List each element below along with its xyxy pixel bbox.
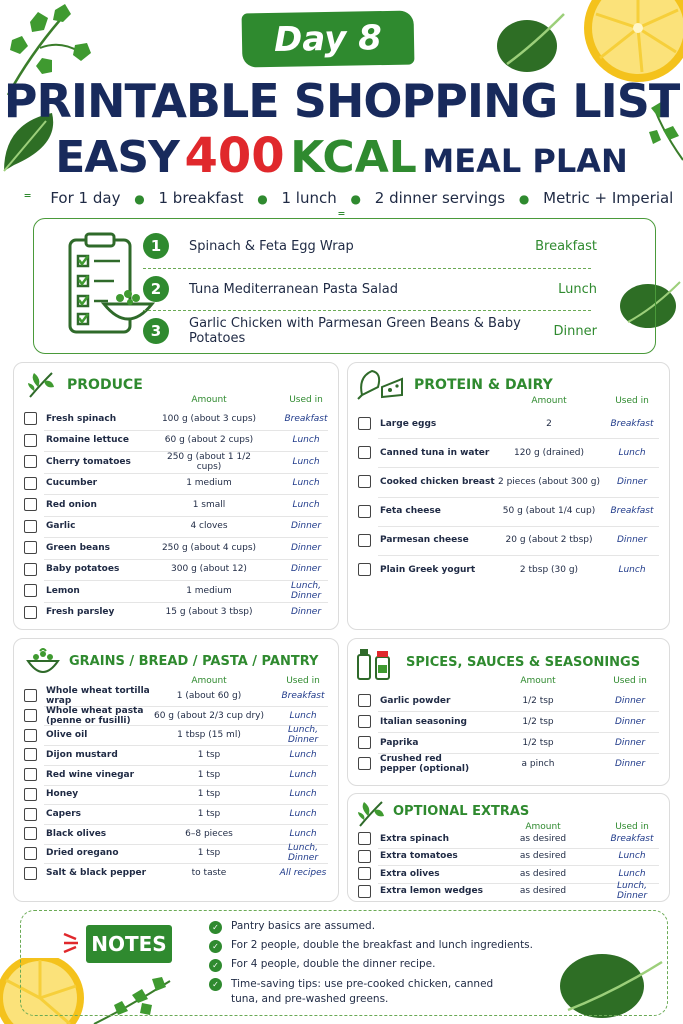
- summary-item: 1 lunch: [281, 189, 337, 207]
- item-checkbox[interactable]: [358, 736, 371, 749]
- item-name: Extra tomatoes: [380, 851, 458, 862]
- item-checkbox[interactable]: [24, 748, 37, 761]
- item-used-in: Breakfast: [281, 690, 325, 701]
- page-subtitle-line: [0, 128, 683, 184]
- meal-row-lunch: [143, 269, 597, 309]
- section-title: PRODUCE: [67, 377, 143, 393]
- shopping-list-item: [24, 785, 330, 805]
- herb-sprig-icon: [26, 369, 56, 403]
- spices-section: [347, 638, 670, 786]
- dash-icon: ⁼: [337, 207, 346, 225]
- dash-icon: ⁼: [23, 189, 32, 207]
- notes-title: NOTES: [86, 925, 172, 963]
- item-checkbox[interactable]: [24, 498, 37, 511]
- item-amount: 60 g (about 2/3 cup dry): [153, 710, 265, 721]
- item-used-in: Lunch, Dinner: [287, 843, 319, 864]
- shopping-list-item: [24, 765, 330, 785]
- item-amount: 1 tsp: [197, 848, 221, 859]
- item-name: Large eggs: [380, 418, 437, 429]
- item-amount: 1 tbsp (15 ml): [177, 730, 241, 741]
- item-amount: 120 g (drained): [513, 447, 585, 458]
- used-in-column-header: Used in: [286, 676, 320, 686]
- item-used-in: Lunch: [292, 499, 320, 510]
- shopping-list-item: [358, 830, 661, 848]
- item-name: Black olives: [46, 828, 107, 839]
- bullet-icon: ●: [134, 192, 145, 206]
- item-checkbox[interactable]: [24, 847, 37, 860]
- item-checkbox[interactable]: [358, 850, 371, 863]
- used-in-column-header: Used in: [615, 822, 649, 832]
- meal-type: Dinner: [553, 323, 597, 339]
- shopping-list-item: [358, 467, 661, 496]
- item-name: Extra lemon wedges: [380, 886, 483, 897]
- title-meal-plan: MEAL PLAN: [422, 142, 628, 180]
- sparkle-icon: [62, 930, 82, 956]
- grain-bowl-icon: [26, 647, 60, 681]
- meal-row-dinner: [143, 311, 597, 351]
- item-name: Feta cheese: [380, 506, 441, 517]
- note-item: [209, 939, 533, 953]
- item-used-in: Dinner: [290, 521, 322, 532]
- item-checkbox[interactable]: [358, 694, 371, 707]
- meal-number-badge: 1: [143, 233, 169, 259]
- item-checkbox[interactable]: [24, 606, 37, 619]
- shopping-list-item: [24, 430, 330, 452]
- item-used-in: Dinner: [614, 716, 646, 727]
- item-amount: 1/2 tsp: [522, 695, 554, 706]
- summary-item: 1 breakfast: [158, 189, 244, 207]
- shopping-list-item: [24, 602, 330, 624]
- item-name: Olive oil: [46, 730, 88, 741]
- item-used-in: Lunch: [289, 828, 317, 839]
- shopping-list-item: [24, 824, 330, 844]
- item-amount: 1 medium: [186, 478, 232, 489]
- item-name: Garlic powder: [380, 695, 451, 706]
- item-name: Fresh spinach: [46, 413, 117, 424]
- item-name: Fresh parsley: [46, 607, 115, 618]
- used-in-column-header: Used in: [613, 676, 647, 686]
- item-name: Crushed red pepper (optional): [380, 753, 470, 774]
- chicken-cheese-icon: [356, 367, 404, 405]
- meal-type: Lunch: [558, 281, 597, 297]
- amount-column-header: Amount: [520, 676, 556, 686]
- item-amount: as desired: [519, 886, 567, 897]
- item-checkbox[interactable]: [358, 563, 371, 576]
- shopping-list-item: [358, 753, 661, 774]
- item-checkbox[interactable]: [358, 832, 371, 845]
- shopping-list-item: [24, 844, 330, 864]
- item-used-in: Dinner: [614, 737, 646, 748]
- shopping-list-item: [358, 883, 661, 901]
- item-used-in: Dinner: [614, 695, 646, 706]
- item-name: Dijon mustard: [46, 749, 118, 760]
- item-checkbox[interactable]: [24, 434, 37, 447]
- item-used-in: Lunch: [618, 868, 646, 879]
- shopping-list-item: [24, 686, 330, 706]
- item-name: Capers: [46, 809, 82, 820]
- item-checkbox[interactable]: [24, 788, 37, 801]
- item-name: Italian seasoning: [380, 716, 467, 727]
- day-badge: Day 8: [242, 11, 415, 68]
- item-amount: as desired: [519, 868, 567, 879]
- item-amount: a pinch: [521, 758, 555, 769]
- shopping-list-item: [358, 690, 661, 711]
- shopping-list-item: [24, 725, 330, 745]
- item-used-in: Lunch: [292, 478, 320, 489]
- item-name: Cooked chicken breast: [380, 476, 495, 487]
- check-circle-icon: ✓: [209, 940, 222, 953]
- item-used-in: Lunch: [289, 769, 317, 780]
- shopping-list-item: [24, 863, 330, 883]
- item-amount: 1/2 tsp: [522, 737, 554, 748]
- amount-column-header: Amount: [191, 395, 227, 405]
- item-checkbox[interactable]: [24, 563, 37, 576]
- item-name: Salt & black pepper: [46, 868, 147, 879]
- shopping-list-item: [24, 804, 330, 824]
- shopping-list-item: [24, 537, 330, 559]
- note-text: For 4 people, double the dinner recipe.: [231, 958, 436, 970]
- item-name: Green beans: [46, 542, 110, 553]
- spice-bottles-icon: [356, 647, 392, 685]
- item-used-in: Breakfast: [610, 833, 654, 844]
- summary-item: 2 dinner servings: [374, 189, 506, 207]
- item-used-in: Lunch: [292, 456, 320, 467]
- amount-column-header: Amount: [191, 676, 227, 686]
- amount-column-header: Amount: [525, 822, 561, 832]
- meal-number-badge: 3: [143, 318, 169, 344]
- check-circle-icon: ✓: [209, 959, 222, 972]
- item-checkbox[interactable]: [358, 475, 371, 488]
- item-checkbox[interactable]: [24, 455, 37, 468]
- grains-pantry-section: [13, 638, 339, 902]
- item-used-in: Lunch: [289, 789, 317, 800]
- item-checkbox[interactable]: [24, 412, 37, 425]
- check-circle-icon: ✓: [209, 978, 222, 991]
- item-checkbox[interactable]: [24, 709, 37, 722]
- item-used-in: Breakfast: [610, 506, 654, 517]
- item-checkbox[interactable]: [24, 477, 37, 490]
- item-name: Baby potatoes: [46, 564, 120, 575]
- item-amount: 4 cloves: [190, 521, 228, 532]
- meal-name: Garlic Chicken with Parmesan Green Beans & Baby Potatoes: [189, 316, 521, 346]
- item-used-in: Lunch, Dinner: [290, 580, 322, 601]
- meal-name: Spinach & Feta Egg Wrap: [189, 238, 354, 254]
- item-name: Paprika: [380, 737, 419, 748]
- item-checkbox[interactable]: [24, 520, 37, 533]
- note-item: [209, 977, 519, 1007]
- item-checkbox[interactable]: [24, 584, 37, 597]
- item-name: Parmesan cheese: [380, 535, 469, 546]
- item-checkbox[interactable]: [358, 446, 371, 459]
- item-checkbox[interactable]: [358, 885, 371, 898]
- shopping-list-item: [24, 451, 330, 473]
- item-checkbox[interactable]: [24, 541, 37, 554]
- item-checkbox[interactable]: [24, 808, 37, 821]
- shopping-list-item: [358, 555, 661, 584]
- item-amount: 6–8 pieces: [185, 828, 233, 839]
- item-used-in: All recipes: [279, 868, 327, 879]
- item-used-in: Dinner: [616, 535, 648, 546]
- used-in-column-header: Used in: [615, 396, 649, 406]
- meal-number-badge: 2: [143, 276, 169, 302]
- item-checkbox[interactable]: [24, 729, 37, 742]
- shopping-list-item: [358, 438, 661, 467]
- shopping-list-item: [24, 516, 330, 538]
- item-amount: 250 g (about 4 cups): [161, 542, 257, 553]
- item-name: Red wine vinegar: [46, 769, 135, 780]
- note-item: [209, 958, 435, 972]
- item-checkbox[interactable]: [358, 757, 371, 770]
- page-title: PRINTABLE SHOPPING LIST: [3, 74, 680, 128]
- item-name: Plain Greek yogurt: [380, 564, 476, 575]
- item-name: Whole wheat pasta (penne or fusilli): [46, 705, 144, 726]
- shopping-list-item: [358, 526, 661, 555]
- item-name: Dried oregano: [46, 848, 119, 859]
- shopping-list-item: [24, 745, 330, 765]
- item-used-in: Lunch: [618, 851, 646, 862]
- shopping-list-item: [358, 848, 661, 866]
- item-name: Lemon: [46, 585, 80, 596]
- item-amount: 100 g (about 3 cups): [161, 413, 257, 424]
- shopping-list-item: [24, 494, 330, 516]
- shopping-list-item: [358, 409, 661, 438]
- item-used-in: Lunch, Dinner: [287, 725, 319, 746]
- item-used-in: Dinner: [290, 542, 322, 553]
- item-amount: 50 g (about 1/4 cup): [502, 506, 596, 517]
- summary-item: Metric + Imperial: [543, 189, 674, 207]
- item-used-in: Dinner: [614, 758, 646, 769]
- item-checkbox[interactable]: [24, 867, 37, 880]
- item-checkbox[interactable]: [24, 689, 37, 702]
- item-amount: 1/2 tsp: [522, 716, 554, 727]
- item-used-in: Lunch: [292, 435, 320, 446]
- title-kcal: KCAL: [290, 132, 417, 183]
- meal-row-breakfast: [143, 226, 597, 266]
- item-amount: 1 tsp: [197, 749, 221, 760]
- item-checkbox[interactable]: [24, 827, 37, 840]
- item-amount: to taste: [191, 868, 227, 879]
- item-name: Extra spinach: [380, 833, 450, 844]
- shopping-list-item: [358, 711, 661, 732]
- item-name: Red onion: [46, 499, 97, 510]
- herb-sprig-icon: [356, 798, 386, 832]
- item-name: Honey: [46, 789, 79, 800]
- item-amount: 15 g (about 3 tbsp): [165, 607, 253, 618]
- item-amount: 1 medium: [186, 585, 232, 596]
- item-used-in: Lunch: [618, 447, 646, 458]
- item-used-in: Lunch: [289, 710, 317, 721]
- item-amount: 1 small: [192, 499, 226, 510]
- item-used-in: Lunch: [289, 809, 317, 820]
- item-used-in: Lunch: [289, 749, 317, 760]
- item-amount: 20 g (about 2 tbsp): [505, 535, 593, 546]
- section-title: SPICES, SAUCES & SEASONINGS: [406, 655, 641, 670]
- item-checkbox[interactable]: [24, 768, 37, 781]
- item-checkbox[interactable]: [358, 505, 371, 518]
- amount-column-header: Amount: [531, 396, 567, 406]
- shopping-list-item: [24, 580, 330, 602]
- item-used-in: Breakfast: [284, 413, 328, 424]
- summary-item: For 1 day: [50, 189, 121, 207]
- item-used-in: Dinner: [616, 476, 648, 487]
- note-item: [209, 920, 375, 934]
- check-circle-icon: ✓: [209, 921, 222, 934]
- item-checkbox[interactable]: [358, 534, 371, 547]
- optional-extras-section: [347, 793, 670, 902]
- item-used-in: Breakfast: [610, 418, 654, 429]
- bullet-icon: ●: [518, 192, 530, 206]
- item-name: Romaine lettuce: [46, 435, 129, 446]
- shopping-list-item: [358, 865, 661, 883]
- meal-type: Breakfast: [535, 238, 597, 254]
- item-name: Canned tuna in water: [380, 447, 490, 458]
- item-name: Cherry tomatoes: [46, 456, 131, 467]
- shopping-list-item: [358, 497, 661, 526]
- shopping-list-item: [24, 473, 330, 495]
- item-amount: 2 tbsp (30 g): [519, 564, 579, 575]
- item-amount: as desired: [519, 851, 567, 862]
- item-checkbox[interactable]: [358, 417, 371, 430]
- item-amount: 60 g (about 2 cups): [164, 435, 254, 446]
- bullet-icon: ●: [350, 192, 362, 206]
- item-name: Whole wheat tortilla wrap: [46, 685, 150, 706]
- item-amount: 250 g (about 1 1/2 cups): [166, 451, 252, 472]
- section-title: PROTEIN & DAIRY: [414, 377, 553, 393]
- item-amount: 1 tsp: [197, 769, 221, 780]
- note-text: Time-saving tips: use pre-cooked chicken, canned tuna, and pre-washed greens.: [231, 978, 494, 1005]
- note-text: For 2 people, double the breakfast and lunch ingredients.: [231, 939, 533, 951]
- item-checkbox[interactable]: [358, 715, 371, 728]
- item-amount: 300 g (about 12): [171, 564, 247, 575]
- item-used-in: Lunch: [618, 564, 646, 575]
- meal-name: Tuna Mediterranean Pasta Salad: [189, 281, 398, 297]
- shopping-list-item: [24, 408, 330, 430]
- item-used-in: Dinner: [290, 564, 322, 575]
- item-used-in: Lunch, Dinner: [616, 881, 648, 902]
- note-text: Pantry basics are assumed.: [231, 920, 376, 932]
- item-amount: 1 (about 60 g): [176, 690, 242, 701]
- section-title: GRAINS / BREAD / PASTA / PANTRY: [69, 654, 319, 669]
- item-amount: 2: [546, 418, 552, 429]
- produce-section: [13, 362, 339, 630]
- item-amount: as desired: [519, 833, 567, 844]
- item-used-in: Dinner: [290, 607, 322, 618]
- spinach-leaf-icon: [492, 6, 570, 76]
- protein-dairy-section: [347, 362, 670, 630]
- lemon-slice-icon: [570, 0, 683, 84]
- section-title: OPTIONAL EXTRAS: [393, 804, 530, 819]
- item-amount: 1 tsp: [197, 809, 221, 820]
- bullet-icon: ●: [257, 192, 268, 206]
- item-checkbox[interactable]: [358, 867, 371, 880]
- title-easy: EASY: [55, 132, 179, 183]
- used-in-column-header: Used in: [289, 395, 323, 405]
- item-name: Extra olives: [380, 868, 440, 879]
- item-amount: 1 tsp: [197, 789, 221, 800]
- item-amount: 2 pieces (about 300 g): [498, 476, 600, 487]
- title-400: 400: [184, 128, 285, 184]
- shopping-list-item: [24, 706, 330, 726]
- shopping-list-item: [24, 559, 330, 581]
- item-name: Cucumber: [46, 478, 98, 489]
- item-name: Garlic: [46, 521, 76, 532]
- shopping-list-item: [358, 732, 661, 753]
